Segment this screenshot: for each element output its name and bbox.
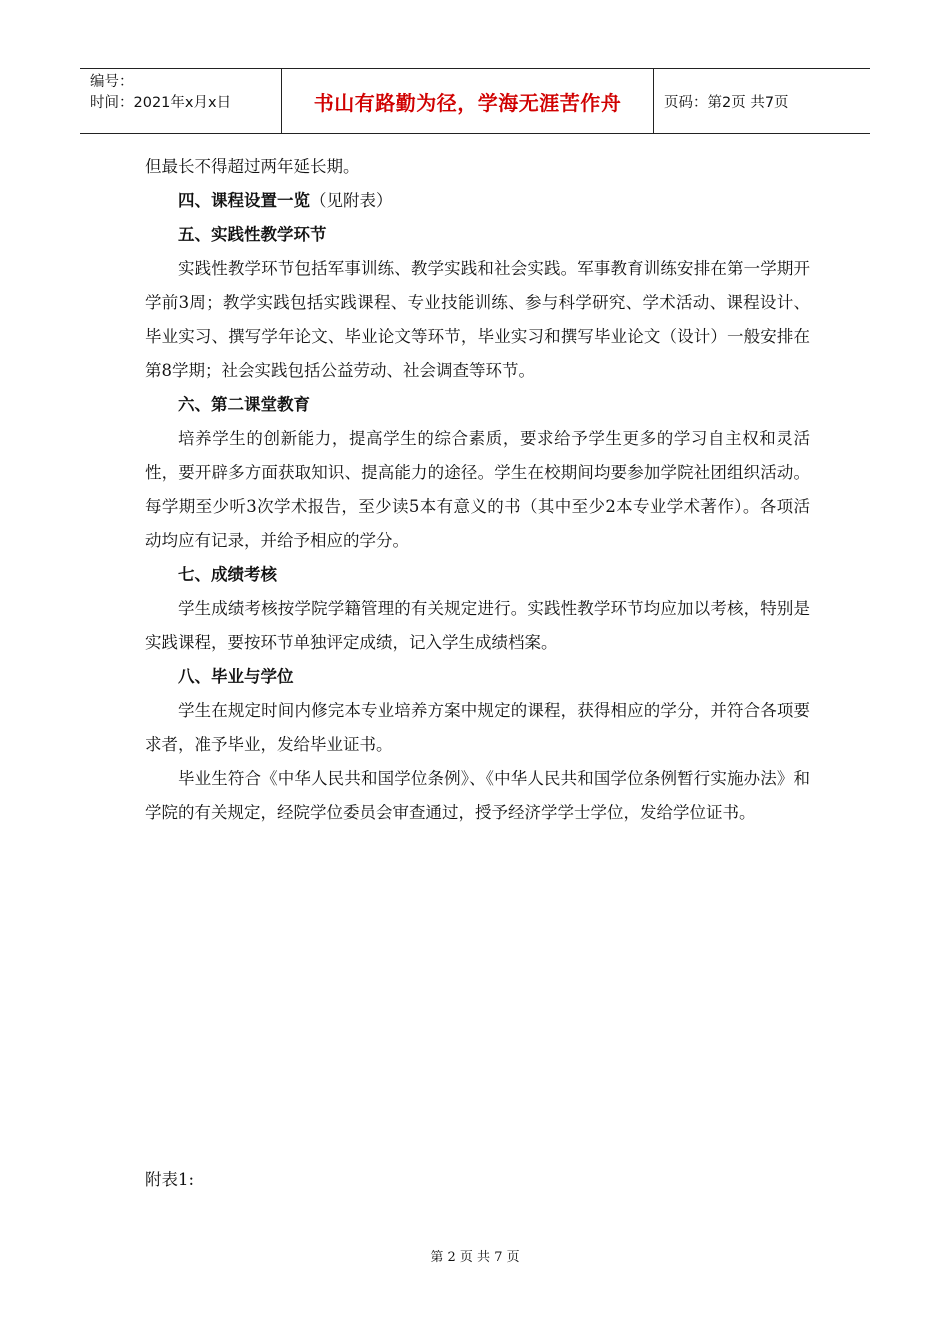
document-body bbox=[145, 150, 810, 830]
section-heading-4-text: 四、课程设置一览 bbox=[178, 191, 310, 210]
header-motto: 书山有路勤为径，学海无涯苦作舟 bbox=[282, 69, 654, 133]
document-number-label: 编号： bbox=[90, 74, 134, 90]
appendix-label: 附表1: bbox=[145, 1170, 195, 1189]
paragraph-second-classroom: 培养学生的创新能力，提高学生的综合素质，要求给予学生更多的学习自主权和灵活性，要开辟多方面获取知识、提高能力的途径。学生在校期间均要参加学院社团组织活动。每学期至少听3次学术报告，至少读5本有意义的书（其中至少2本专业学术著作）。各项活动均应有记录，并给予相应的学分。 bbox=[145, 429, 810, 550]
header-page-info: 页码：第2页 共7页 bbox=[664, 94, 789, 111]
paragraph-degree: 毕业生符合《中华人民共和国学位条例》、《中华人民共和国学位条例暂行实施办法》和学院的有关规定，经院学位委员会审查通过，授予经济学学士学位，发给学位证书。 bbox=[145, 769, 810, 822]
section-heading-5: 五、实践性教学环节 bbox=[178, 225, 327, 244]
page-header bbox=[80, 68, 870, 134]
paragraph-assessment: 学生成绩考核按学院学籍管理的有关规定进行。实践性教学环节均应加以考核，特别是实践课程，要按环节单独评定成绩，记入学生成绩档案。 bbox=[145, 599, 810, 652]
paragraph-continuation: 但最长不得超过两年延长期。 bbox=[145, 157, 360, 176]
page-footer: 第 2 页 共 7 页 bbox=[430, 1250, 520, 1265]
section-heading-4-note: （见附表） bbox=[310, 191, 393, 210]
paragraph-graduation: 学生在规定时间内修完本专业培养方案中规定的课程，获得相应的学分，并符合各项要求者，准予毕业，发给毕业证书。 bbox=[145, 701, 810, 754]
paragraph-practice: 实践性教学环节包括军事训练、教学实践和社会实践。军事教育训练安排在第一学期开学前3周；教学实践包括实践课程、专业技能训练、参与科学研究、学术活动、课程设计、毕业实习、撰写学年论文、毕业论文等环节，毕业实习和撰写毕业论文（设计）一般安排在第8学期；社会实践包括公益劳动、社会调查等环节。 bbox=[145, 259, 810, 380]
section-heading-4 bbox=[145, 184, 810, 218]
section-heading-6: 六、第二课堂教育 bbox=[178, 395, 310, 414]
document-date: 时间：2021年x月x日 bbox=[90, 95, 232, 111]
section-heading-7: 七、成绩考核 bbox=[178, 565, 277, 584]
header-meta bbox=[80, 69, 282, 133]
section-heading-8: 八、毕业与学位 bbox=[178, 667, 294, 686]
